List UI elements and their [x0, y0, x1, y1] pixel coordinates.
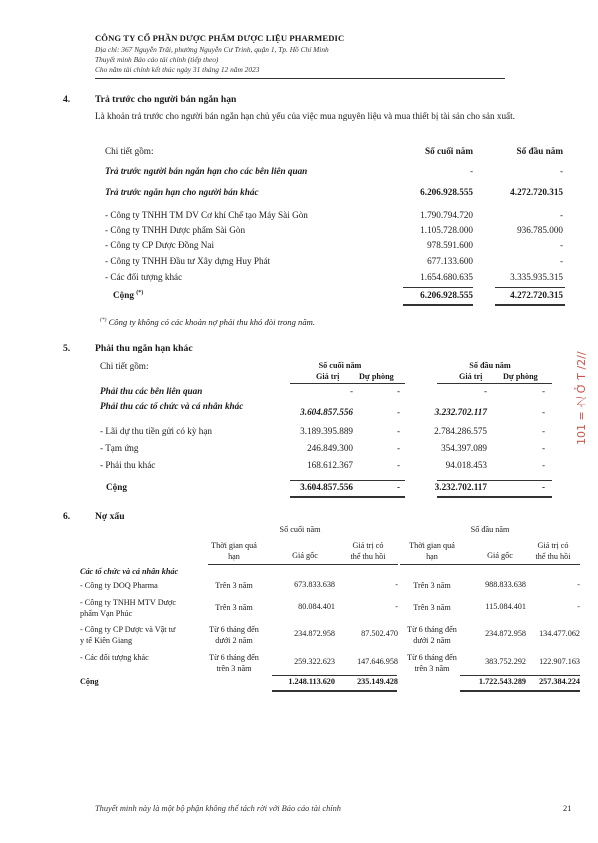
- s6-row-end-cost: 259.322.623: [294, 657, 335, 666]
- s4-row-label: - Các đối tượng khác: [105, 272, 183, 282]
- s6-row-end-cost: 234.872.958: [294, 629, 335, 638]
- section-5-col-begin: Số đầu năm: [469, 361, 511, 370]
- s6-row-end-overdue: Từ 6 tháng đến trên 3 năm: [209, 653, 259, 673]
- s4-row-label: - Công ty TNHH Đầu tư Xây dựng Huy Phát: [105, 256, 271, 266]
- section-5-total-begin-value: 3.232.702.117: [434, 482, 487, 492]
- section-6-total-double-line-begin: [460, 690, 580, 692]
- s6-row-begin-recoverable: -: [577, 580, 580, 589]
- section-4-total-double-line-begin: [495, 304, 565, 306]
- s6-row-end-overdue: Trên 3 năm: [215, 603, 253, 612]
- s6-row-begin-overdue: Từ 6 tháng đến trên 3 năm: [407, 653, 457, 673]
- section-4-col-end: Số cuối năm: [425, 146, 473, 156]
- section-6-end-overdue-header: Thời gian quá hạn: [211, 541, 257, 561]
- s5-row-end-value: -: [349, 386, 353, 396]
- report-notes-label: Thuyết minh Báo cáo tài chính (tiếp theo): [95, 55, 219, 64]
- s5-row-begin-provision: -: [541, 460, 545, 470]
- s4-row-end: -: [469, 166, 473, 176]
- s6-row-label: - Các đối tượng khác: [80, 653, 149, 662]
- section-5-begin-provision-header: Dự phòng: [503, 372, 538, 381]
- s4-row-end: 1.790.794.720: [420, 210, 473, 220]
- section-6-end-recoverable-header: Giá trị có thể thu hồi: [350, 541, 386, 561]
- section-4-total-label: Cộng (*): [113, 290, 144, 301]
- section-6-total-end-cost: 1.248.113.620: [288, 677, 335, 686]
- section-5-header-line-begin: [437, 383, 552, 384]
- s5-row-begin-value: 2.784.286.575: [434, 426, 487, 436]
- s4-row-begin: -: [559, 210, 563, 220]
- section-5-detail-label: Chi tiết gồm:: [100, 361, 149, 371]
- s6-row-begin-recoverable: -: [577, 602, 580, 611]
- section-6-title: Nợ xấu: [95, 511, 125, 522]
- s5-row-begin-provision: -: [541, 386, 545, 396]
- section-4-number: 4.: [63, 94, 71, 105]
- s6-row-begin-overdue: Từ 6 tháng đến dưới 2 năm: [407, 625, 457, 645]
- section-4-total-begin: 4.272.720.315: [510, 290, 563, 300]
- section-6-group-label: Các tổ chức và cá nhân khác: [80, 567, 179, 576]
- report-period: Cho năm tài chính kết thúc ngày 31 tháng 12 năm 2023: [95, 65, 260, 74]
- s6-row-end-overdue: Từ 6 tháng đến dưới 2 năm: [209, 625, 259, 645]
- s5-row-begin-value: 94.018.453: [445, 460, 487, 470]
- footer-note: Thuyết minh này là một bộ phận không thể tách rời với Báo cáo tài chính: [95, 804, 341, 813]
- section-4-title: Trả trước cho người bán ngắn hạn: [95, 94, 237, 105]
- s5-row-end-provision: -: [396, 460, 400, 470]
- header-rule: [95, 78, 505, 79]
- section-5-begin-value-header: Giá trị: [459, 372, 483, 381]
- s6-row-begin-recoverable: 134.477.062: [539, 629, 580, 638]
- s5-row-end-provision: -: [396, 426, 400, 436]
- section-6-total-end-recoverable: 235.149.428: [357, 677, 398, 686]
- section-5-total-double-line-end: [290, 496, 405, 498]
- page-number: 21: [563, 804, 572, 813]
- section-6-end-cost-header: Giá gốc: [292, 551, 318, 560]
- section-5-total-end-value: 3.604.857.556: [300, 482, 353, 492]
- s6-row-end-cost: 80.084.401: [298, 602, 335, 611]
- section-6-col-begin: Số đầu năm: [470, 525, 510, 534]
- s4-row-label: Trả trước người bán ngắn hạn cho các bên liên quan: [105, 166, 308, 176]
- section-6-begin-overdue-header: Thời gian quá hạn: [409, 541, 455, 561]
- s5-row-end-value: 168.612.367: [307, 460, 353, 470]
- section-5-subtotal-line-begin: [437, 480, 552, 481]
- s5-row-begin-value: -: [483, 386, 487, 396]
- s4-row-label: - Công ty CP Dược Đồng Nai: [105, 240, 215, 250]
- s4-row-label: - Công ty TNHH Dược phẩm Sài Gòn: [105, 225, 246, 235]
- s4-row-begin: 4.272.720.315: [510, 187, 563, 197]
- s4-row-end: 1.105.728.000: [420, 225, 473, 235]
- section-6-begin-recoverable-header: Giá trị có thể thu hồi: [535, 541, 571, 561]
- s6-row-end-recoverable: -: [395, 580, 398, 589]
- s6-row-begin-cost: 234.872.958: [485, 629, 526, 638]
- section-4-description: Là khoản trả trước cho người bán ngắn hạn chủ yếu của việc mua nguyên liệu và mua thiết bị tài sản cho sản xuất.: [95, 111, 515, 121]
- section-6-number: 6.: [63, 511, 71, 522]
- section-4-subtotal-line-begin: [495, 287, 565, 288]
- handwritten-mark: 101 = 之 Ở Ƭ /2//: [575, 351, 588, 445]
- s6-row-end-overdue: Trên 3 năm: [215, 581, 253, 590]
- s5-row-label: - Phải thu khác: [100, 460, 156, 470]
- section-6-col-end: Số cuối năm: [279, 525, 321, 534]
- s6-row-begin-recoverable: 122.907.163: [539, 657, 580, 666]
- s6-row-end-cost: 673.833.638: [294, 580, 335, 589]
- section-4-subtotal-line-end: [403, 287, 473, 288]
- s5-row-begin-provision: -: [541, 426, 545, 436]
- s4-row-end: 6.206.928.555: [420, 187, 473, 197]
- s5-row-end-value: 3.604.857.556: [300, 407, 353, 417]
- s6-row-begin-overdue: Trên 3 năm: [413, 581, 451, 590]
- s5-row-end-provision: -: [396, 407, 400, 417]
- section-6-total-double-line-end: [272, 690, 397, 692]
- s6-row-begin-cost: 988.833.638: [485, 580, 526, 589]
- section-6-total-begin-recoverable: 257.384.224: [539, 677, 580, 686]
- s4-row-begin: -: [559, 240, 563, 250]
- s5-row-end-provision: -: [396, 443, 400, 453]
- s5-row-end-provision: -: [396, 386, 400, 396]
- section-4-detail-label: Chi tiết gồm:: [105, 146, 154, 156]
- section-4-total-double-line-end: [403, 304, 473, 306]
- section-5-total-end-provision: -: [396, 482, 400, 492]
- section-6-total-label: Cộng: [80, 677, 99, 686]
- section-6-subtotal-line-end: [272, 675, 397, 676]
- section-5-end-value-header: Giá trị: [316, 372, 340, 381]
- s5-row-label: Phải thu các tổ chức và cá nhân khác: [100, 401, 244, 411]
- s6-row-label: - Công ty DOQ Pharma: [80, 581, 158, 590]
- s4-row-end: 978.591.600: [427, 240, 473, 250]
- s5-row-end-value: 3.189.395.889: [300, 426, 353, 436]
- s4-row-begin: 936.785.000: [517, 225, 563, 235]
- s5-row-end-value: 246.849.300: [307, 443, 353, 453]
- section-5-subtotal-line-end: [290, 480, 405, 481]
- s5-row-begin-value: 354.397.089: [441, 443, 487, 453]
- s6-row-end-recoverable: 87.502.470: [361, 629, 398, 638]
- section-5-total-label: Cộng: [106, 482, 127, 492]
- s6-row-begin-cost: 115.084.401: [485, 602, 526, 611]
- section-5-end-provision-header: Dự phòng: [359, 372, 394, 381]
- section-4-col-begin: Số đầu năm: [516, 146, 563, 156]
- s4-row-begin: 3.335.935.315: [510, 272, 563, 282]
- section-5-header-line-end: [290, 383, 405, 384]
- s4-row-label: - Công ty TNHH TM DV Cơ khí Chế tạo Máy Sài Gòn: [105, 210, 308, 220]
- s6-row-end-recoverable: 147.646.958: [357, 657, 398, 666]
- s5-row-label: - Tạm ứng: [100, 443, 139, 453]
- s4-row-begin: -: [559, 166, 563, 176]
- section-5-title: Phải thu ngắn hạn khác: [95, 343, 193, 354]
- s6-row-begin-cost: 383.752.292: [485, 657, 526, 666]
- company-address: Địa chỉ: 367 Nguyễn Trãi, phường Nguyễn Cư Trinh, quận 1, Tp. Hồ Chí Minh: [95, 45, 329, 54]
- s5-row-begin-provision: -: [541, 443, 545, 453]
- s4-row-end: 677.133.600: [427, 256, 473, 266]
- section-4-footnote: (*) Công ty không có các khoản nợ phải thu khó đòi trong năm.: [100, 317, 316, 327]
- section-6-subtotal-line-begin: [460, 675, 580, 676]
- s5-row-begin-value: 3.232.702.117: [434, 407, 487, 417]
- s5-row-label: - Lãi dự thu tiền gửi có kỳ hạn: [100, 426, 213, 436]
- s4-row-end: 1.654.680.635: [420, 272, 473, 282]
- section-6-begin-cost-header: Giá gốc: [487, 551, 513, 560]
- section-4-total-end: 6.206.928.555: [420, 290, 473, 300]
- company-name: CÔNG TY CỔ PHẦN DƯỢC PHẨM DƯỢC LIỆU PHARMEDIC: [95, 33, 345, 43]
- section-5-col-end: Số cuối năm: [318, 361, 362, 370]
- s6-row-end-recoverable: -: [395, 602, 398, 611]
- s5-row-label: Phải thu các bên liên quan: [100, 386, 203, 396]
- section-5-total-begin-provision: -: [541, 482, 545, 492]
- s5-row-begin-provision: -: [541, 407, 545, 417]
- s4-row-begin: -: [559, 256, 563, 266]
- s6-row-label: - Công ty CP Dược và Vật tư y tế Kiên Giang: [80, 625, 176, 645]
- s6-row-label: - Công ty TNHH MTV Dược phẩm Vạn Phúc: [80, 598, 177, 618]
- section-6-header-line-end: [208, 564, 398, 565]
- section-5-number: 5.: [63, 343, 71, 354]
- section-6-header-line-begin: [400, 564, 580, 565]
- s4-row-label: Trả trước ngắn hạn cho người bán khác: [105, 187, 259, 197]
- s6-row-begin-overdue: Trên 3 năm: [413, 603, 451, 612]
- section-5-total-double-line-begin: [437, 496, 552, 498]
- section-6-total-begin-cost: 1.722.543.289: [478, 677, 526, 686]
